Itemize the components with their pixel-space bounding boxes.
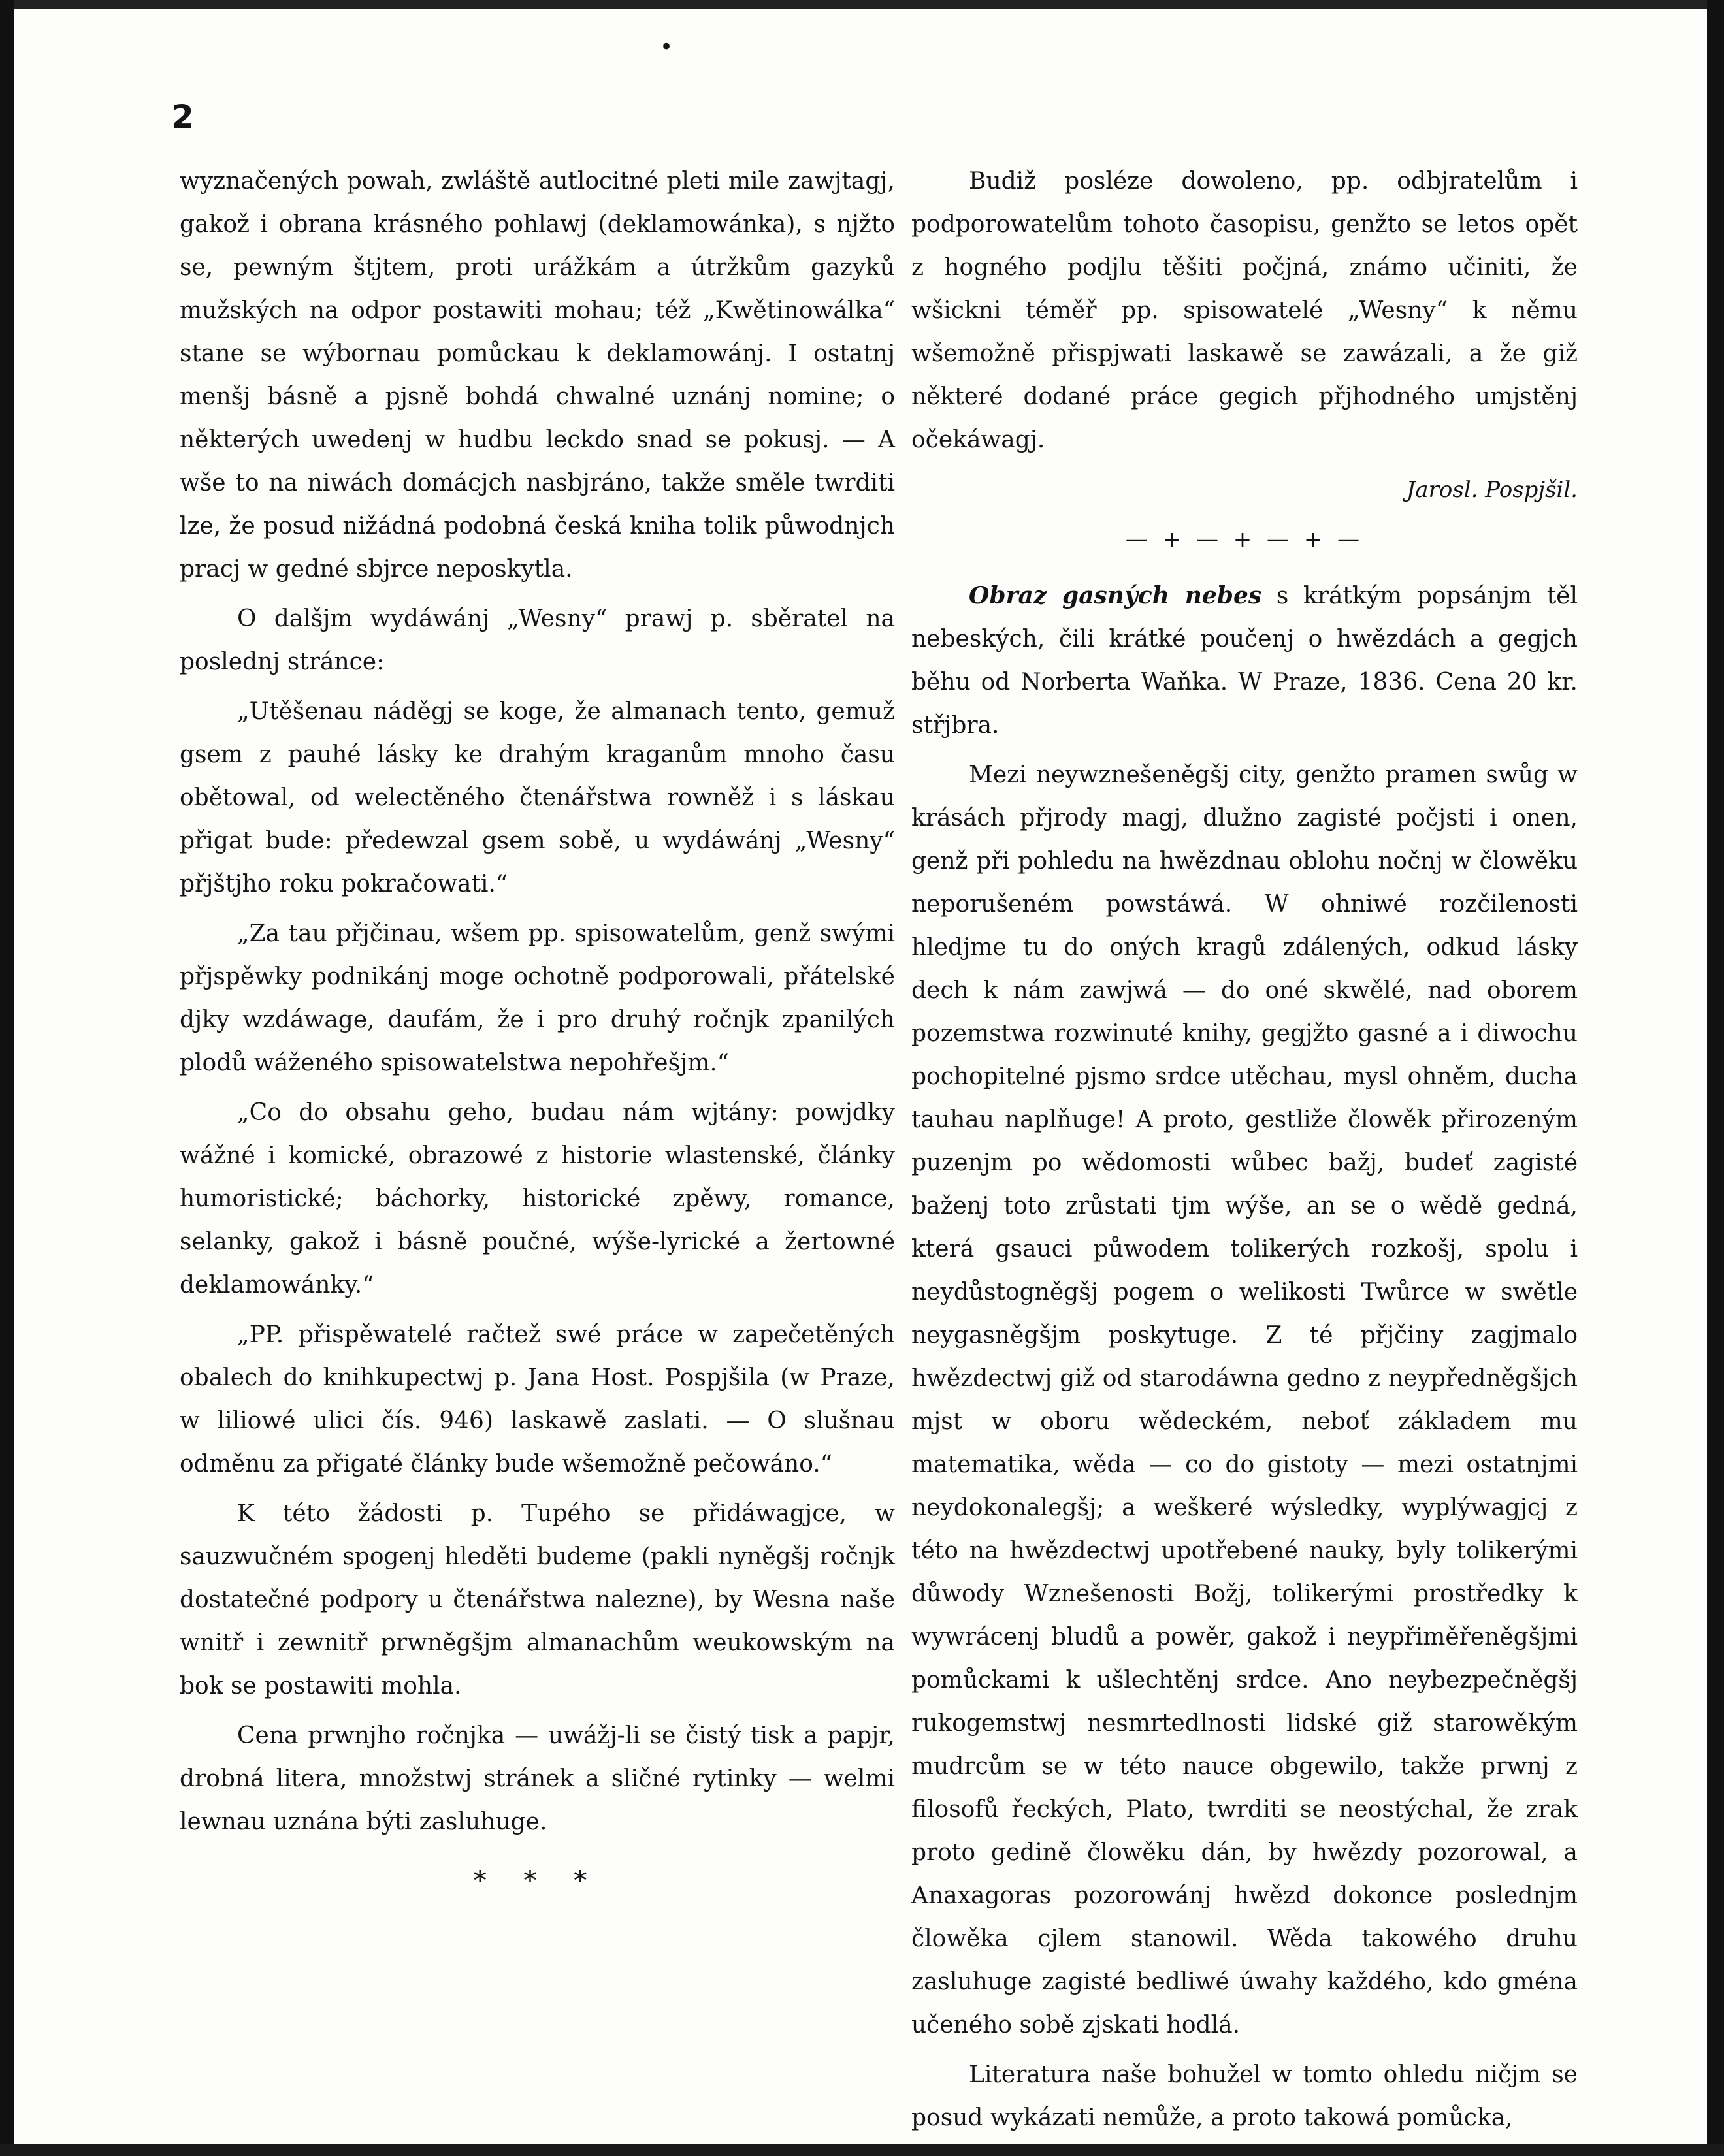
review-citation: s krátkým popsánjm těl nebeských, čili krátké poučenj o hwězdách a gegjch běhu od Norberta Waňka. W Praze, 1836. Cena 20 kr. střjbra. — [911, 583, 1578, 739]
section-divider: — + — + — + — — [1125, 526, 1364, 553]
signature: Jarosl. Pospjšil. — [1406, 477, 1578, 503]
paragraph: K této žádosti p. Tupého se přidáwagjce, w sauzwučném spogenj hleděti budeme (pakli nyněgšj ročnjk dostatečné podpory u čtenářstwa nalezne), by Wesna naše wnitř i zewnitř prwněgšjm almanachům weukowským na bok se postawiti mohla. — [180, 1500, 895, 1699]
page-number: 2 — [171, 98, 194, 136]
section-stars: * * * — [473, 1866, 602, 1896]
scan-edge-top — [0, 0, 1724, 9]
scan-edge-right — [1707, 0, 1724, 2156]
paragraph: Budiž posléze dowoleno, pp. odbjratelům i podporowatelům tohoto časopisu, genžto se letos opět z hogného podjlu těšiti počjná, známo učiniti, že wšickni téměř pp. spisowatelé „Wesny“ k němu wšemožně přispjwati laskawě se zawázali, a že giž některé dodané práce gegich přjhodného umjstěnj očekáwagj. — [911, 168, 1578, 453]
review-title: Obraz gasných nebes — [969, 582, 1262, 609]
right-column — [911, 160, 1578, 2146]
quote-paragraph: „PP. přispěwatelé račtež swé práce w zapečetěných obalech do knihkupectwj p. Jana Host. Pospjšila (w Praze, w liliowé ulici čís. 946) laskawě zaslati. — O slušnau odměnu za přigaté články bude wšemožně pečowáno.“ — [180, 1321, 895, 1477]
quote-paragraph: „Co do obsahu geho, budau nám wjtány: powjdky wážné i komické, obrazowé z historie wlastenské, články humoristické; báchorky, historické zpěwy, romance, selanky, gakož i básně poučné, wýše-lyrické a žertowné deklamowánky.“ — [180, 1099, 895, 1298]
quote-paragraph: „Utěšenau náděgj se koge, že almanach tento, gemuž gsem z pauhé lásky ke drahým kraganům mnoho času obětowal, od welectěného čtenářstwa rowněž i s láskau přigat bude: předewzal gsem sobě, u wydáwánj „Wesny“ přjštjho roku pokračowati.“ — [180, 698, 895, 897]
paragraph: O dalšjm wydáwánj „Wesny“ prawj p. sběratel na poslednj stránce: — [180, 605, 895, 675]
top-mark: • — [660, 34, 674, 60]
scan-edge-left — [0, 0, 14, 2156]
left-column — [180, 160, 895, 1903]
quote-paragraph: „Za tau přjčinau, wšem pp. spisowatelům, genž swými přjspěwky podnikánj moge ochotně podporowali, přátelské djky wzdáwage, daufám, že i pro druhý ročnjk zpanilých plodů wáženého spisowatelstwa nepohřešjm.“ — [180, 920, 895, 1076]
paragraph: wyznačených powah, zwláště autlocitné pleti mile zawjtagj, gakož i obrana krásného pohlawj (deklamowánka), s njžto se, pewným štjtem, proti urážkám a útržkům gazyků mužských na odpor postawiti mohau; též „Kwětinowálka“ stane se wýbornau pomůckau k deklamowánj. I ostatnj menšj básně a pjsně bohdá chwalné uznánj nomine; o některých uwedenj w hudbu leckdo snad se pokusj. — A wše to na niwách domácjch nasbjráno, takže směle twrditi lze, že posud nižádná podobná česká kniha tolik půwodnjch pracj w gedné sbjrce neposkytla. — [180, 168, 895, 583]
paragraph: Mezi neywznešeněgšj city, genžto pramen swůg w krásách přjrody magj, dlužno zagisté počjsti i onen, genž při pohledu na hwězdnau oblohu nočnj w člowěku neporušeném powstáwá. W ohniwé rozčilenosti hledjme tu do oných kragů zdálených, odkud lásky dech k nám zawjwá — do oné skwělé, nad oborem pozemstwa rozwinuté knihy, gegjžto gasné a i diwochu pochopitelné pjsmo srdce utěchau, mysl ohněm, ducha tauhau naplňuge! A proto, gestliže člowěk přirozeným puzenjm po wědomosti wůbec bažj, budeť zagisté baženj toto zrůstati tjm wýše, an se o wědě gedná, která gsauci půwodem tolikerých rozkošj, spolu i neydůstogněgšj pogem o welikosti Twůrce w swětle neygasněgšjm poskytuge. Z té přjčiny zagjmalo hwězdectwj giž od starodáwna gedno z neypředněgšjch mjst w oboru wědeckém, neboť základem mu matematika, wěda — co do gistoty — mezi ostatnjmi neydokonalegšj; a weškeré wýsledky, wyplýwagjcj z této na hwězdectwj upotřebené nauky, byly tolikerými důwody Wznešenosti Božj, tolikerými prostředky k wywrácenj bludů a powěr, gakož i neypřiměřeněgšjmi pomůckami k ušlechtěnj srdce. Ano neybezpečněgšj rukogemstwj nesmrtedlnosti lidské giž starowěkým mudrcům se w této nauce obgewilo, takže prwnj z filosofů řeckých, Plato, twrditi se neostýchal, že zrak proto gedině člowěku dán, by hwězdy pozorowal, a Anaxagoras pozorowánj hwězd dokonce poslednjm člowěka cjlem stanowil. Wěda takowého druhu zasluhuge zagisté bedliwé úwahy každého, kdo gména učeného sobě zjskati hodlá. — [911, 762, 1578, 2038]
paragraph: Literatura naše bohužel w tomto ohledu ničjm se posud wykázati nemůže, a proto takowá pomůcka, — [911, 2061, 1578, 2131]
paragraph: Cena prwnjho ročnjka — uwážj-li se čistý tisk a papjr, drobná litera, množstwj stránek a sličné rytinky — welmi lewnau uznána býti zasluhuge. — [180, 1722, 895, 1835]
review-heading — [911, 574, 1578, 747]
